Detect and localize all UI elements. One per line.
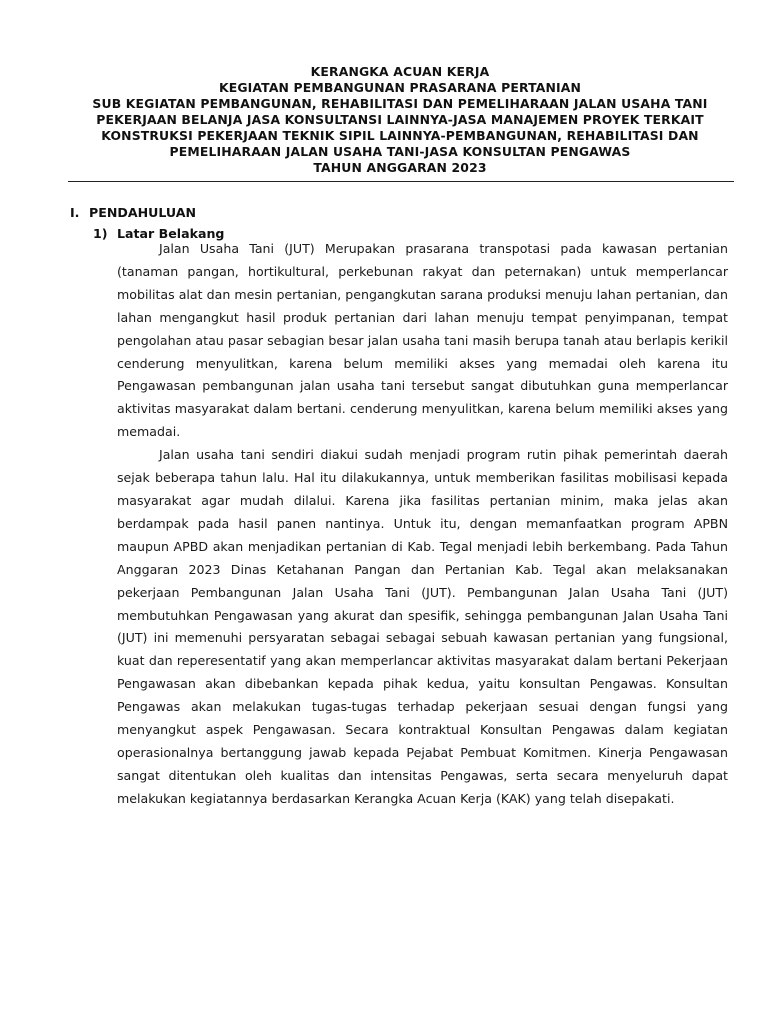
header-activity: KEGIATAN PEMBANGUNAN PRASARANA PERTANIAN xyxy=(218,80,582,95)
section-heading xyxy=(70,205,196,220)
header-subactivity-line1: SUB KEGIATAN PEMBANGUNAN, REHABILITASI DAN PEMELIHARAAN JALAN USAHA TANI xyxy=(92,96,708,111)
header-subactivity-line3: KONSTRUKSI PEKERJAAN TEKNIK SIPIL LAINNYA-PEMBANGUNAN, REHABILITASI DAN xyxy=(101,128,699,143)
subsection-number: 1) xyxy=(93,226,108,241)
section-number: I. xyxy=(70,205,80,220)
header-subactivity-line2: PEKERJAAN BELANJA JASA KONSULTANSI LAINNYA-JASA MANAJEMEN PROYEK TERKAIT xyxy=(96,112,704,127)
subsection-title: Latar Belakang xyxy=(117,226,225,241)
paragraph: Jalan Usaha Tani (JUT) Merupakan prasarana transpotasi pada kawasan pertanian (tanaman pangan, hortikultural, perkebunan rakyat dan peternakan) untuk memperlancar mobilitas alat dan mesin pertanian, pengangkutan sarana produksi menuju lahan pertanian, dan lahan mengangkut hasil produk pertanian dari lahan menuju tempat penyimpanan, tempat pengolahan atau pasar sebagian besar jalan usaha tani masih berupa tanah atau berlapis kerikil cenderung menyulitkan, karena belum memiliki akses yang memadai oleh karena itu Pengawasan pembangunan jalan usaha tani tersebut sangat dibutuhkan guna memperlancar aktivitas masyarakat dalam bertani. cenderung menyulitkan, karena belum memiliki akses yang memadai. xyxy=(117,241,728,440)
document-header xyxy=(60,64,740,176)
body-text xyxy=(117,238,728,811)
header-subactivity-line4: PEMELIHARAAN JALAN USAHA TANI-JASA KONSULTAN PENGAWAS xyxy=(169,144,631,159)
paragraph: Jalan usaha tani sendiri diakui sudah menjadi program rutin pihak pemerintah daerah sejak beberapa tahun lalu. Hal itu dilakukannya, untuk memberikan fasilitas mobilisasi kepada masyarakat agar mudah dilalui. Karena jika fasilitas pertanian minim, maka jelas akan berdampak pada hasil panen nantinya. Untuk itu, dengan memanfaatkan program APBN maupun APBD akan menjadikan pertanian di Kab. Tegal menjadi lebih berkembang. Pada Tahun Anggaran 2023 Dinas Ketahanan Pangan dan Pertanian Kab. Tegal akan melaksanakan pekerjaan Pembangunan Jalan Usaha Tani (JUT). Pembangunan Jalan Usaha Tani (JUT) membutuhkan Pengawasan yang akurat dan spesifik, sehingga pembangunan Jalan Usaha Tani (JUT) ini memenuhi persyaratan sebagai sebagai sebuah kawasan pertanian yang fungsional, kuat dan reperesentatif yang akan memperlancar aktivitas masyarakat dalam bertani Pekerjaan Pengawasan akan dibebankan kepada pihak kedua, yaitu konsultan Pengawas. Konsultan Pengawas akan melakukan tugas-tugas terhadap pekerjaan sesuai dengan fungsi yang menyangkut aspek Pengawasan. Secara kontraktual Konsultan Pengawas dalam kegiatan operasionalnya bertanggung jawab kepada Pejabat Pembuat Komitmen. Kinerja Pengawasan sangat ditentukan oleh kualitas dan intensitas Pengawas, serta secara menyeluruh dapat melakukan kegiatannya berdasarkan Kerangka Acuan Kerja (KAK) yang telah disepakati. xyxy=(117,447,728,806)
header-divider xyxy=(68,181,734,182)
section-title: PENDAHULUAN xyxy=(89,205,197,220)
header-fiscal-year: TAHUN ANGGARAN 2023 xyxy=(313,160,487,175)
header-title: KERANGKA ACUAN KERJA xyxy=(310,64,490,79)
